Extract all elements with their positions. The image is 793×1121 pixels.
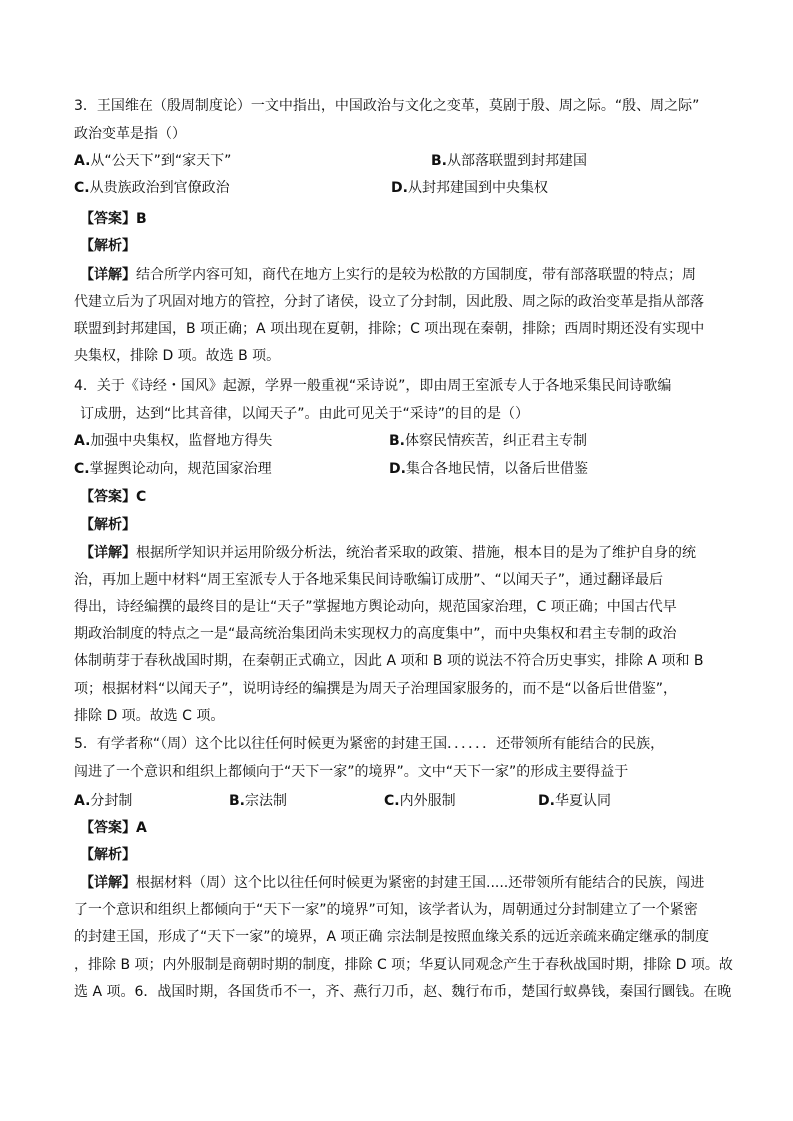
q5-stem-line-1: 5．有学者称“（周）这个比以往任何时候更为紧密的封建王国．．．．．．还带领所有能结合的民族，: [74, 736, 665, 752]
q4-stem-line-2: 订成册，达到“比其音律，以闻天子”。由此可见关于“采诗”的目的是（）: [80, 406, 530, 422]
q4-option-a: A.加强中央集权，监督地方得失: [74, 433, 273, 449]
q3-detail-line-2: 代建立后为了巩固对地方的管控，分封了诸侯，设立了分封制，因此殷、周之际的政治变革是指从部落: [74, 294, 704, 310]
q3-analysis-label: 【解析】: [80, 238, 136, 254]
q5-option-b: B.宗法制: [229, 793, 287, 809]
q4-detail-line-3: 得出，诗经编撰的最终目的是让“天子”掌握地方舆论动向，规范国家治理，C 项正确；中国古代早: [74, 599, 677, 615]
q5-detail-line-5: 选 A 项。6．战国时期，各国货币不一，齐、燕行刀币，赵、魏行布币，楚国行蚁鼻钱，秦国行圜钱。在晚: [74, 984, 732, 1000]
q4-analysis-label: 【解析】: [80, 517, 136, 533]
q5-detail-line-4: ，排除 B 项；内外服制是商朝时期的制度，排除 C 项；华夏认同观念产生于春秋战国时期，排除 D 项。故: [74, 957, 733, 973]
q5-analysis-label: 【解析】: [80, 847, 136, 863]
q5-option-a: A.分封制: [74, 793, 133, 809]
q3-stem-line-1: 3．王国维在（殷周制度论）一文中指出，中国政治与文化之变革，莫剧于殷、周之际。“殷、周之际”: [74, 98, 700, 114]
q5-answer: 【答案】A: [80, 820, 147, 836]
q4-option-c: C.掌握舆论动向，规范国家治理: [74, 461, 272, 477]
q3-option-b: B.从部落联盟到封邦建国: [431, 153, 587, 169]
q4-answer: 【答案】C: [80, 489, 147, 505]
q3-answer: 【答案】B: [80, 211, 147, 227]
q5-stem-line-2: 闯进了一个意识和组织上都倾向于“天下一家”的境界”。文中“天下一家”的形成主要得益于: [74, 764, 629, 780]
q5-option-d: D.华夏认同: [538, 793, 611, 809]
q4-option-d: D.集合各地民情，以备后世借鉴: [389, 461, 588, 477]
q4-detail-line-7: 排除 D 项。故选 C 项。: [74, 708, 225, 724]
q5-detail-line-1: 【详解】根据材料（周）这个比以往任何时候更为紧密的封建王国.....还带领所有能结合的民族，闯进: [80, 875, 705, 891]
q3-detail-line-3: 联盟到封邦建国，B 项正确；A 项出现在夏朝，排除；C 项出现在秦朝，排除；西周时期还没有实现中: [74, 321, 705, 337]
q5-detail-line-3: 的封建王国，形成了“天下一家”的境界，A 项正确 宗法制是按照血缘关系的远近亲疏来确定继承的制度: [74, 929, 709, 945]
q3-stem-line-2: 政治变革是指（）: [74, 126, 186, 142]
q5-option-c: C.内外服制: [384, 793, 456, 809]
q4-stem-line-1: 4．关于《诗经・国风》起源，学界一般重视“采诗说”，即由周王室派专人于各地采集民间诗歌编: [74, 378, 672, 394]
q4-detail-line-2: 治，再加上题中材料“周王室派专人于各地采集民间诗歌编订成册”、“以闻天子”，通过翻译最后: [74, 572, 664, 588]
q4-detail-line-1: 【详解】根据所学知识并运用阶级分析法，统治者采取的政策、措施，根本目的是为了维护自身的统: [80, 545, 696, 561]
q4-detail-line-6: 项；根据材料“以闻天子”，说明诗经的编撰是为周天子治理国家服务的，而不是“以备后世借鉴”，: [74, 681, 678, 697]
q3-detail-line-4: 央集权，排除 D 项。故选 B 项。: [74, 348, 281, 364]
q3-option-a: A.从“公天下”到“家天下”: [74, 153, 232, 169]
q3-detail-line-1: 【详解】结合所学内容可知，商代在地方上实行的是较为松散的方国制度，带有部落联盟的特点；周: [80, 267, 696, 283]
q4-detail-line-5: 体制萌芽于春秋战国时期，在秦朝正式确立，因此 A 项和 B 项的说法不符合历史事实，排除 A 项和 B: [74, 653, 704, 669]
q5-detail-line-2: 了一个意识和组织上都倾向于“天下一家”的境界”可知，该学者认为，周朝通过分封制建立了一个紧密: [74, 902, 698, 918]
q4-option-b: B.体察民情疾苦，纠正君主专制: [389, 433, 587, 449]
q4-detail-line-4: 期政治制度的特点之一是“最高统治集团尚未实现权力的高度集中”，而中央集权和君主专制的政治: [74, 626, 677, 642]
q3-option-c: C.从贵族政治到官僚政治: [74, 180, 230, 196]
q3-option-d: D.从封邦建国到中央集权: [391, 180, 548, 196]
